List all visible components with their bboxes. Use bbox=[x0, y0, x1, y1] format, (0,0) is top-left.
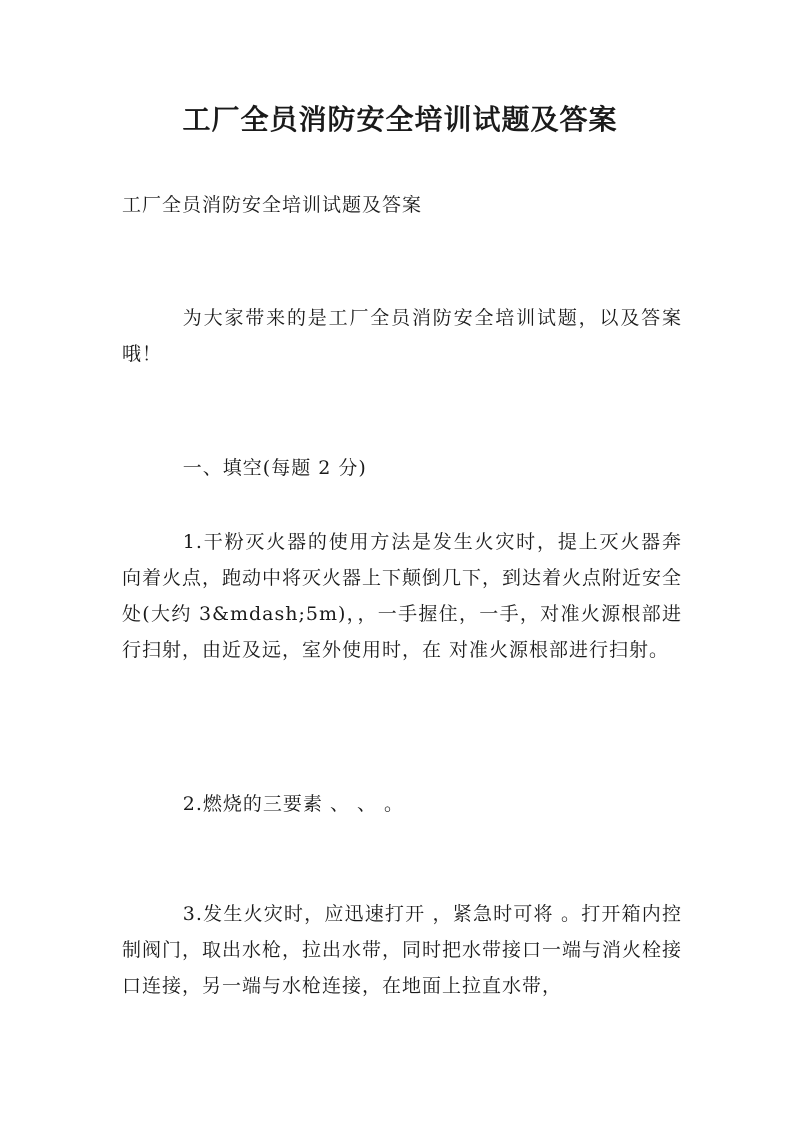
question-2: 2.燃烧的三要素 、 、 。 bbox=[182, 793, 405, 815]
document-subtitle: 工厂全员消防安全培训试题及答案 bbox=[122, 194, 423, 216]
intro-paragraph: 为大家带来的是工厂全员消防安全培训试题，以及答案哦！ bbox=[122, 307, 682, 365]
document-title: 工厂全员消防安全培训试题及答案 bbox=[182, 103, 618, 136]
question-3: 3.发生火灾时，应迅速打开 ，紧急时可将 。打开箱内控制阀门，取出水枪，拉出水带，同时把水带接口一端与消火栓接口连接，另一端与水枪连接，在地面上拉直水带， bbox=[122, 903, 683, 997]
question-1: 1.干粉灭火器的使用方法是发生火灾时，提上灭火器奔向着火点，跑动中将灭火器上下颠倒几下，到达着火点附近安全处(大约 3&mdash;5m)，，一手握住，一手，对准火源根部进行扫射，由近及远，室外使用时，在 对准火源根部进行扫射。 bbox=[122, 531, 683, 661]
section-heading-fill-in: 一、填空(每题 2 分) bbox=[182, 457, 367, 479]
